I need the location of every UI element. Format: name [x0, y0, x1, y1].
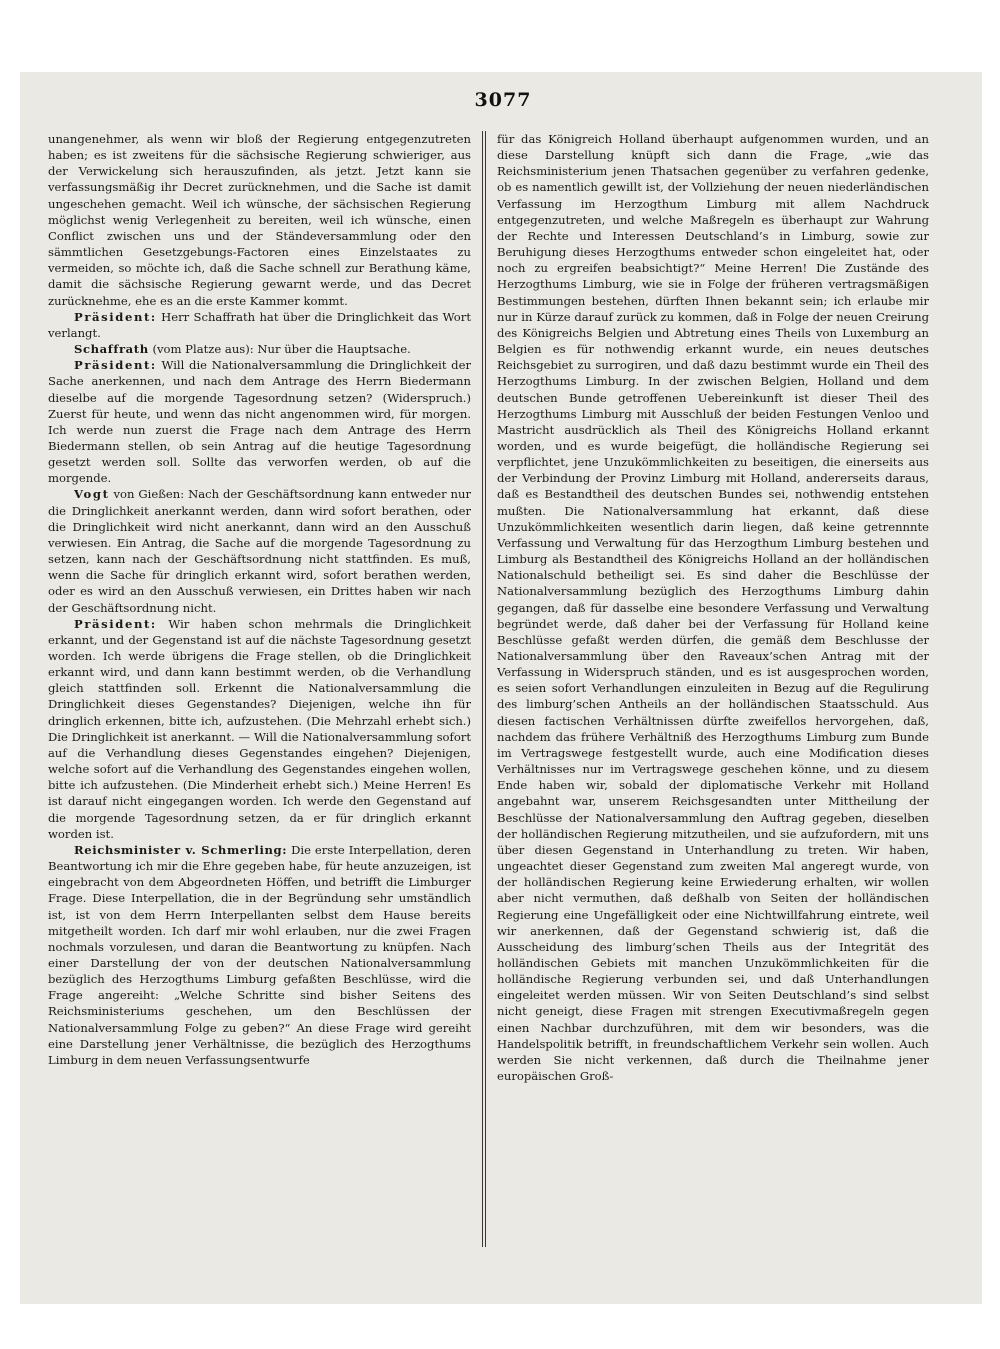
speaker-name: Reichsminister v. Schmerling: [74, 842, 288, 857]
page-number: 3077 [474, 89, 532, 111]
column-divider [485, 131, 486, 1247]
speaker-name: Vogt [74, 487, 110, 502]
left-column [48, 131, 471, 1267]
paragraph-text: für das Königreich Holland überhaupt aufgenommen wurden, und an diese Darstellung knüpft sich dann die Frage, „wie das Reichsministerium jenen Thatsachen gegenüber zu verfahren gedenke, ob es namentlich gewillt ist, der Vollziehung der neuen niederländischen Verfassung im Herzogthum Limburg mit allem Nachdruck entgegenzutreten, und welche Maßregeln es überhaupt zur Wahrung der Rechte und Interessen Deutschland’s in Limburg, sowie zur Beruhigung dieses Herzogthums entweder schon eingeleitet hat, oder noch zu ergreifen beabsichtigt?“ Meine Herren! Die Zustände des Herzogthums Limburg, wie sie in Folge der früheren vertragsmäßigen Bestimmungen bestehen, dürften Ihnen bekannt sein; ich erlaube mir nur in Kürze darauf zurück zu kommen, daß in Folge der neuen Creirung des Königreichs Belgien und Abtretung eines Theils von Luxemburg an Belgien es für nothwendig erkannt wurde, ein neues deutsches Reichsgebiet zu surrogiren, und daß dazu bestimmt wurde ein Theil des Herzogthums Limburg. In der zwischen Belgien, Holland und dem deutschen Bunde getroffenen Uebereinkunft ist dieser Theil des Herzogthums Limburg mit Ausschluß der beiden Festungen Venloo und Mastricht ausdrücklich als Theil des Königreichs Holland erkannt worden, und es wurde beigefügt, die holländische Regierung sei verpflichtet, jene Unzukömmlichkeiten zu beseitigen, die einerseits aus der Verbindung der Provinz Limburg mit Holland, andererseits daraus, daß es Bestandtheil des deutschen Bundes sei, nothwendig entstehen mußten. Die Nationalversammlung hat erkannt, daß diese Unzukömmlichkeiten wesentlich darin liegen, daß keine getrennnte Verfassung und Verwaltung für das Herzogthum Limburg bestehen und Limburg als Bestandtheil des Königreichs Holland an der holländischen Nationalschuld betheiligt sei. Es sind daher die Beschlüsse der Nationalversammlung bezüglich des Herzogthums Limburg dahin gegangen, daß für dasselbe eine besondere Verfassung und Verwaltung begründet werde, daß daher bei der Verfassung für Holland keine Beschlüsse gefaßt werden dürfen, die gemäß dem Beschlusse der Nationalversammlung über den Raveaux’schen Antrag mit der Verfassung in Widerspruch ständen, und es ist ausgesprochen worden, es seien sofort Verhandlungen einzuleiten in Bezug auf die Regulirung des limburg’schen Antheils an der holländischen Staatsschuld. Aus diesen factischen Verhältnissen dürfte zweifellos hervorgehen, daß, nachdem das frühere Verhältniß des Herzogthums Limburg zum Bunde im Vertragswege festgestellt wurde, auch eine Modification dieses Verhältnisses nur im Vertragswege geschehen könne, und zu diesem Ende haben wir, sobald der diplomatische Verkehr mit Holland angebahnt war, unserem Reichsgesandten unter Mittheilung der Beschlüsse der Nationalversammlung den Auftrag gegeben, dieselben der holländischen Regierung mitzutheilen, und sie aufzufordern, mit uns über diesen Gegenstand in Unterhandlung zu treten. Wir haben, ungeachtet dieser Gegenstand zum zweiten Mal angeregt wurde, von der holländischen Regierung keine Erwiederung erhalten, wir wollen aber nicht vermuthen, daß deßhalb von Seiten der holländischen Regierung eine Ungefälligkeit oder eine Nichtwillfahrung eintrete, weil wir anerkennen, daß der Gegenstand schwierig ist, daß die Ausscheidung des limburg’schen Theils aus der Integrität des holländischen Gebiets mit manchen Unzukömmlichkeiten für die holländische Regierung verbunden sei, und daß Unterhandlungen eingeleitet werden müssen. Wir von Seiten Deutschland’s sind selbst nicht geneigt, diese Fragen mit strengen Executivmaßregeln gegen einen Nachbar durchzuführen, mit dem wir besonders, was die Handelspolitik betrifft, in freundschaftlichem Verkehr sein wollen. Auch werden Sie nicht verkennen, daß durch die Theilnahme jener europäischen Groß- [497, 132, 929, 1084]
paragraph-text: Will die Nationalversammlung die Dringlichkeit der Sache anerkennen, und nach dem Antrage des Herrn Biedermann dieselbe auf die morgende Tagesordnung setzen? (Widerspruch.) Zuerst für heute, und wenn das nicht angenommen wird, für morgen. Ich werde nun zuerst die Frage nach dem Antrage des Herrn Biedermann stellen, ob sein Antrag auf die heutige Tagesordnung gesetzt werden soll. Sollte das verworfen werden, ob auf die morgende. [48, 358, 471, 486]
paragraph [497, 131, 929, 1084]
paragraph [48, 842, 471, 1068]
speaker-name: Präsident: [74, 309, 157, 324]
paragraph [48, 486, 471, 615]
paragraph-text: Herr Schaffrath hat über die Dringlichkeit das Wort verlangt. [48, 309, 471, 340]
paragraph-text: unangenehmer, als wenn wir bloß der Regierung entgegenzutreten haben; es ist zweitens für die sächsische Regierung schwieriger, aus der Verwickelung sich herauszufinden, als jetzt. Jetzt kann sie verfassungsmäßig ihr Decret zurücknehmen, und die Sache ist damit ungeschehen gemacht. Weil ich wünsche, der sächsischen Regierung möglichst wenig Verlegenheit zu bereiten, weil ich wünsche, einen Conflict zwischen uns und der Ständeversammlung oder den sämmtlichen Gesetzgebungs-Factoren eines Einzelstaates zu vermeiden, so möchte ich, daß die Sache schnell zur Berathung käme, damit die sächsische Regierung gewarnt werde, und das Decret zurücknehme, ehe es an die erste Kammer kommt. [48, 132, 471, 308]
speaker-name: Schaffrath [74, 342, 149, 357]
paragraph [48, 616, 471, 842]
speaker-name: Präsident: [74, 616, 157, 631]
paragraph [48, 131, 471, 309]
paragraph [48, 341, 471, 357]
paragraph [48, 357, 471, 486]
speaker-name: Präsident: [74, 358, 157, 373]
paragraph-text: (vom Platze aus): Nur über die Hauptsache. [152, 342, 411, 357]
paragraph-text: Die erste Interpellation, deren Beantwortung ich mir die Ehre gegeben habe, für heute anzuzeigen, ist eingebracht von dem Abgeordneten Höffen, und betrifft die Limburger Frage. Diese Interpellation, die in der Begründung sehr umständlich ist, ist von dem Herrn Interpellanten selbst dem Hause bereits mitgetheilt worden. Ich darf mir wohl erlauben, nur die zwei Fragen nochmals vorzulesen, und daran die Beantwortung zu knüpfen. Nach einer Darstellung der von der deutschen Nationalversammlung bezüglich des Herzogthums Limburg gefaßten Beschlüsse, wird die Frage angereiht: „Welche Schritte sind bisher Seitens des Reichsministeriums geschehen, um den Beschlüssen der Nationalversammlung Folge zu geben?“ An diese Frage wird gereiht eine Darstellung jener Verhältnisse, die bezüglich des Herzogthums Limburg in dem neuen Verfassungsentwurfe [48, 842, 471, 1067]
paragraph [48, 309, 471, 341]
paragraph-text: von Gießen: Nach der Geschäftsordnung kann entweder nur die Dringlichkeit anerkannt werden, dann wird sofort berathen, oder die Dringlichkeit wird nicht anerkannt, dann wird an den Ausschuß verwiesen. Ein Antrag, die Sache auf die morgende Tagesordnung zu setzen, kann nach der Geschäftsordnung nicht stattfinden. Es muß, wenn die Sache für dringlich erkannt wird, sofort berathen werden, oder es wird an den Ausschuß verwiesen, ein Drittes haben wir nach der Geschäftsordnung nicht. [48, 487, 471, 615]
column-divider [482, 131, 483, 1247]
paragraph-text: Wir haben schon mehrmals die Dringlichkeit erkannt, und der Gegenstand ist auf die nächste Tagesordnung gesetzt worden. Ich werde übrigens die Frage stellen, ob die Dringlichkeit erkannt wird, und dann kann bestimmt werden, ob die Verhandlung gleich stattfinden soll. Erkennt die Nationalversammlung die Dringlichkeit dieses Gegenstandes? Diejenigen, welche ihn für dringlich erkennen, bitte ich, aufzustehen. (Die Mehrzahl erhebt sich.) Die Dringlichkeit ist anerkannt. — Will die Nationalversammlung sofort auf die Verhandlung dieses Gegenstandes eingehen? Diejenigen, welche sofort auf die Verhandlung des Gegenstandes eingehen wollen, bitte ich aufzustehen. (Die Minderheit erhebt sich.) Meine Herren! Es ist darauf nicht eingegangen worden. Ich werde den Gegenstand auf die morgende Tagesordnung setzen, da er für dringlich erkannt worden ist. [48, 616, 471, 841]
right-column [497, 131, 929, 1267]
